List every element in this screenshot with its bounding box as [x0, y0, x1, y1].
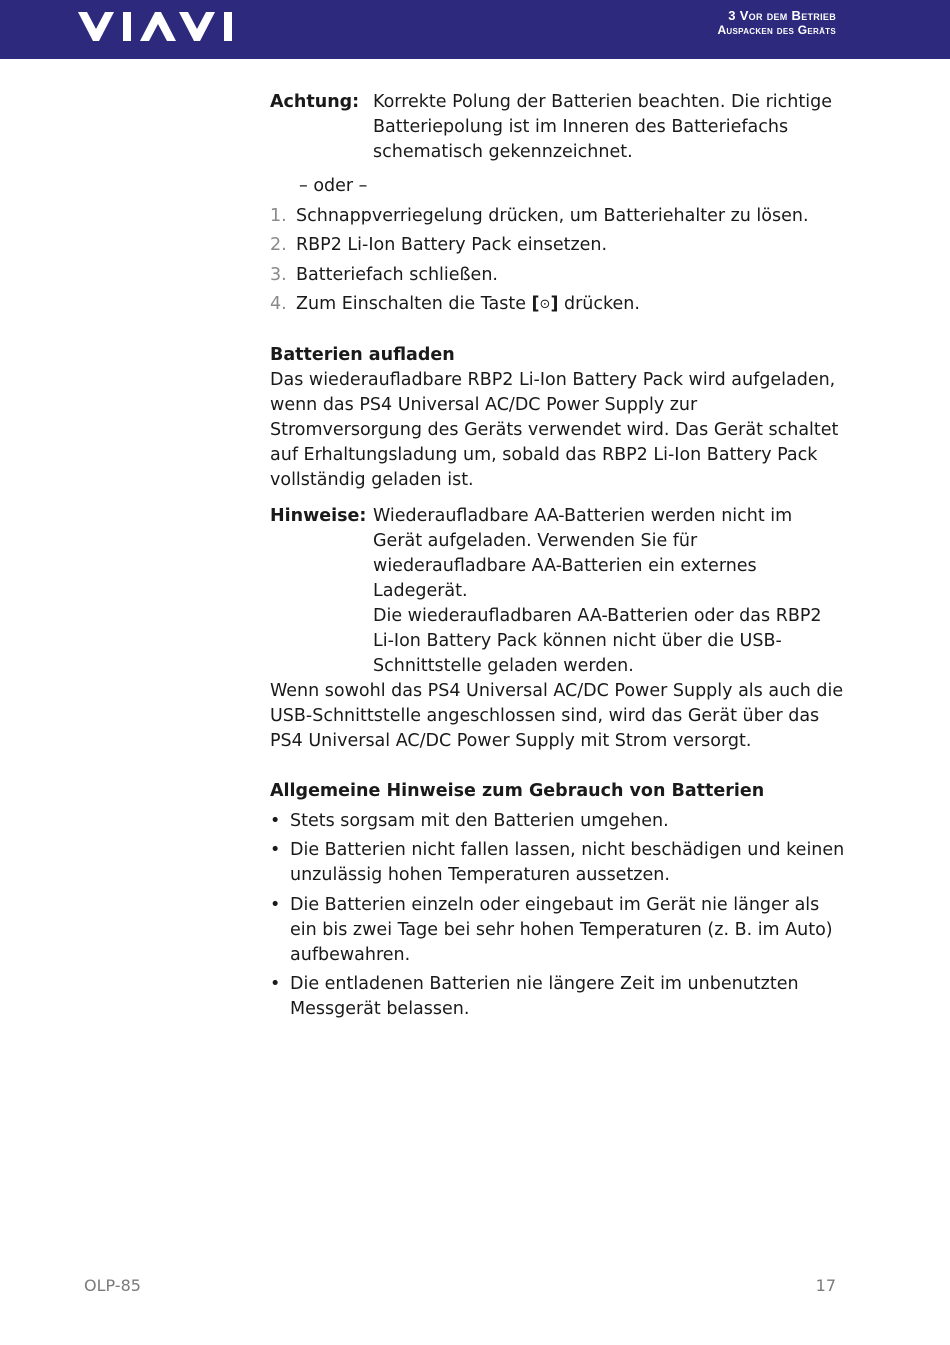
hinweise-note [270, 504, 845, 679]
oder-separator: – oder – [299, 176, 368, 196]
footer-product-name: OLP-85 [84, 1276, 141, 1295]
achtung-text: Korrekte Polung der Batterien beachten. Die richtige Batteriepolung ist im Inneren des Batteriefachs schematisch gekennzeichnet. [373, 92, 832, 162]
hinweise-text-1: Wiederaufladbare AA-Batterien werden nicht im Gerät aufgeladen. Verwenden Sie für wiederaufladbare AA-Batterien ein externes Ladegerät. [373, 506, 793, 601]
steps-list [270, 204, 845, 318]
bullet-icon: • [270, 810, 281, 831]
viavi-logo [78, 12, 236, 42]
step-item [270, 292, 845, 317]
step-text: Schnappverriegelung drücken, um Batteriehalter zu lösen. [296, 205, 809, 226]
list-item-text: Die Batterien nicht fallen lassen, nicht beschädigen und keinen unzulässig hohen Temperaturen aussetzen. [290, 840, 845, 885]
step-item [270, 233, 845, 258]
list-item [270, 972, 845, 1022]
step-number: 2. [270, 235, 287, 255]
charging-paragraph: Das wiederaufladbare RBP2 Li-Ion Battery Pack wird aufgeladen, wenn das PS4 Universal AC/DC Power Supply zur Stromversorgung des Geräts verwendet wird. Das Gerät schaltet auf Erhaltungsladung um, sobald das RBP2 Li-Ion Battery Pack vollständig geladen ist. [270, 370, 839, 490]
heading-batterien-aufladen: Batterien aufladen [270, 345, 455, 365]
achtung-label: Achtung: [270, 92, 360, 112]
power-key: [⊙] [531, 294, 559, 314]
header-running-title [717, 8, 836, 38]
chapter-title: 3 Vor dem Betrieb [728, 8, 836, 23]
step-text: Batteriefach schließen. [296, 264, 498, 285]
step-text: Zum Einschalten die Taste [⊙] drücken. [296, 294, 640, 314]
hinweise-text-2: Die wiederaufladbaren AA-Batterien oder das RBP2 Li-Ion Battery Pack können nicht über die USB-Schnittstelle geladen werden. [373, 606, 822, 676]
step-text: RBP2 Li-Ion Battery Pack einsetzen. [296, 235, 608, 255]
battery-tips-list [270, 809, 845, 1023]
power-supply-paragraph: Wenn sowohl das PS4 Universal AC/DC Power Supply als auch die USB-Schnittstelle angeschlossen sind, wird das Gerät über das PS4 Universal AC/DC Power Supply mit Strom versorgt. [270, 681, 844, 751]
list-item-text: Stets sorgsam mit den Batterien umgehen. [290, 810, 669, 831]
hinweise-label: Hinweise: [270, 506, 367, 526]
page-content [270, 90, 845, 1022]
step-item [270, 204, 845, 229]
step-number: 4. [270, 294, 287, 314]
list-item-text: Die Batterien einzeln oder eingebaut im Gerät nie länger als ein bis zwei Tage bei sehr hohen Temperaturen (z. B. im Auto) aufbewahren. [290, 894, 833, 965]
section-title: Auspacken des Geräts [717, 23, 836, 37]
list-item [270, 893, 845, 968]
list-item [270, 809, 845, 834]
list-item-text: Die entladenen Batterien nie längere Zeit im unbenutzten Messgerät belassen. [290, 974, 799, 1019]
list-item [270, 838, 845, 888]
page-header [0, 0, 950, 59]
step-item [270, 263, 845, 288]
power-icon: ⊙ [539, 297, 551, 312]
achtung-note [270, 90, 845, 165]
bullet-icon: • [270, 840, 281, 860]
bullet-icon: • [270, 974, 281, 994]
footer-page-number: 17 [815, 1276, 836, 1295]
heading-allgemeine-hinweise: Allgemeine Hinweise zum Gebrauch von Batterien [270, 781, 765, 801]
step-number: 3. [270, 264, 287, 285]
bullet-icon: • [270, 894, 281, 915]
step-number: 1. [270, 205, 287, 226]
